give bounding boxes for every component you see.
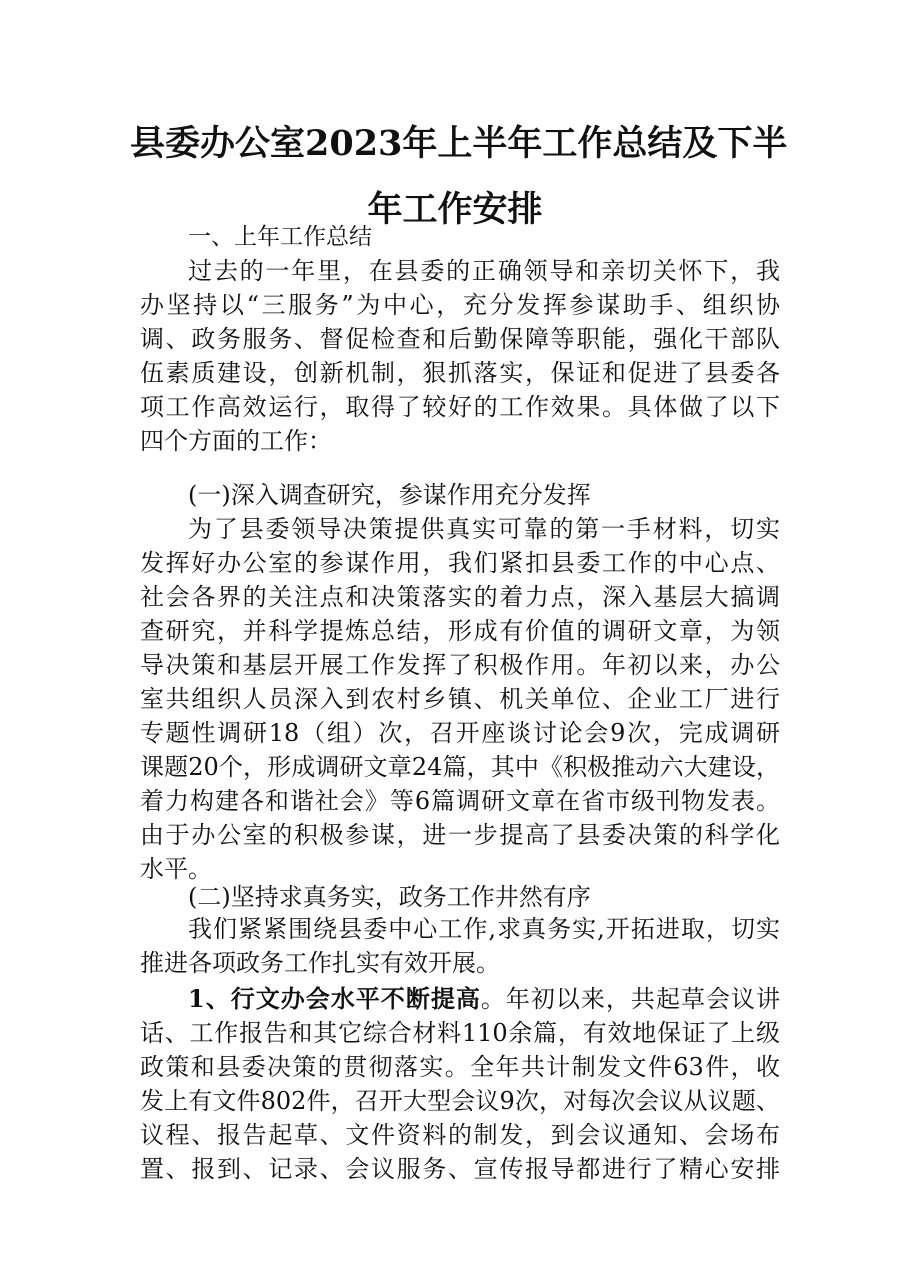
paragraph-line: 由于办公室的积极参谋，进一步提高了县委决策的科学化	[140, 821, 780, 849]
paragraph-line: 社会各界的关注点和决策落实的着力点，深入基层大搞调	[140, 583, 780, 611]
paragraph-line: 政策和县委决策的贯彻落实。全年共计制发文件63件，收	[140, 1053, 780, 1081]
paragraph-line: 办坚持以“三服务”为中心，充分发挥参谋助手、组织协	[140, 291, 780, 319]
paragraph-line: 课题20个，形成调研文章24篇，其中《积极推动六大建设，	[140, 753, 780, 781]
paragraph-line: 发上有文件802件，召开大型会议9次，对每次会议从议题、	[140, 1087, 780, 1115]
paragraph-line: 查研究，并科学提炼总结，形成有价值的调研文章，为领	[140, 617, 780, 645]
paragraph-line: 置、报到、记录、会议服务、宣传报导都进行了精心安排	[140, 1155, 780, 1183]
paragraph-line: 发挥好办公室的参谋作用，我们紧扣县委工作的中心点、	[140, 549, 780, 577]
paragraph-line: 过去的一年里，在县委的正确领导和亲切关怀下，我	[188, 257, 780, 285]
paragraph-line: 室共组织人员深入到农村乡镇、机关单位、企业工厂进行	[140, 685, 780, 713]
paragraph-line: 导决策和基层开展工作发挥了积极作用。年初以来，办公	[140, 651, 780, 679]
paragraph-line: 着力构建各和谐社会》等6篇调研文章在省市级刊物发表。	[140, 787, 780, 815]
paragraph-line: 议程、报告起草、文件资料的制发，到会议通知、会场布	[140, 1121, 780, 1149]
document-title-line-1: 县委办公室2023年上半年工作总结及下半	[130, 123, 788, 164]
paragraph-line	[188, 984, 780, 1014]
subsection-heading: (二)坚持求真务实，政务工作井然有序	[188, 883, 591, 911]
paragraph-line: 伍素质建设，创新机制，狠抓落实，保证和促进了县委各	[140, 359, 780, 387]
paragraph-line: 为了县委领导决策提供真实可靠的第一手材料，切实	[188, 515, 780, 543]
paragraph-line: 调、政务服务、督促检查和后勤保障等职能，强化干部队	[140, 325, 780, 353]
item-text: 。年初以来，共起草会议讲	[480, 985, 781, 1013]
paragraph-line: 四个方面的工作：	[140, 427, 332, 455]
paragraph-line: 推进各项政务工作扎实有效开展。	[140, 949, 500, 977]
section-heading: 一、上年工作总结	[188, 224, 372, 250]
paragraph-line: 水平。	[140, 855, 212, 883]
subsection-heading: (一)深入调查研究，参谋作用充分发挥	[188, 481, 591, 509]
paragraph-line: 话、工作报告和其它综合材料110余篇，有效地保证了上级	[140, 1019, 780, 1047]
paragraph-line: 专题性调研18（组）次，召开座谈讨论会9次，完成调研	[140, 719, 780, 747]
item-heading: 1、行文办会水平不断提高	[188, 984, 481, 1013]
paragraph-line: 项工作高效运行，取得了较好的工作效果。具体做了以下	[140, 393, 780, 421]
paragraph-line: 我们紧紧围绕县委中心工作,求真务实,开拓进取，切实	[188, 915, 780, 943]
document-title-line-2: 年工作安排	[367, 189, 543, 230]
